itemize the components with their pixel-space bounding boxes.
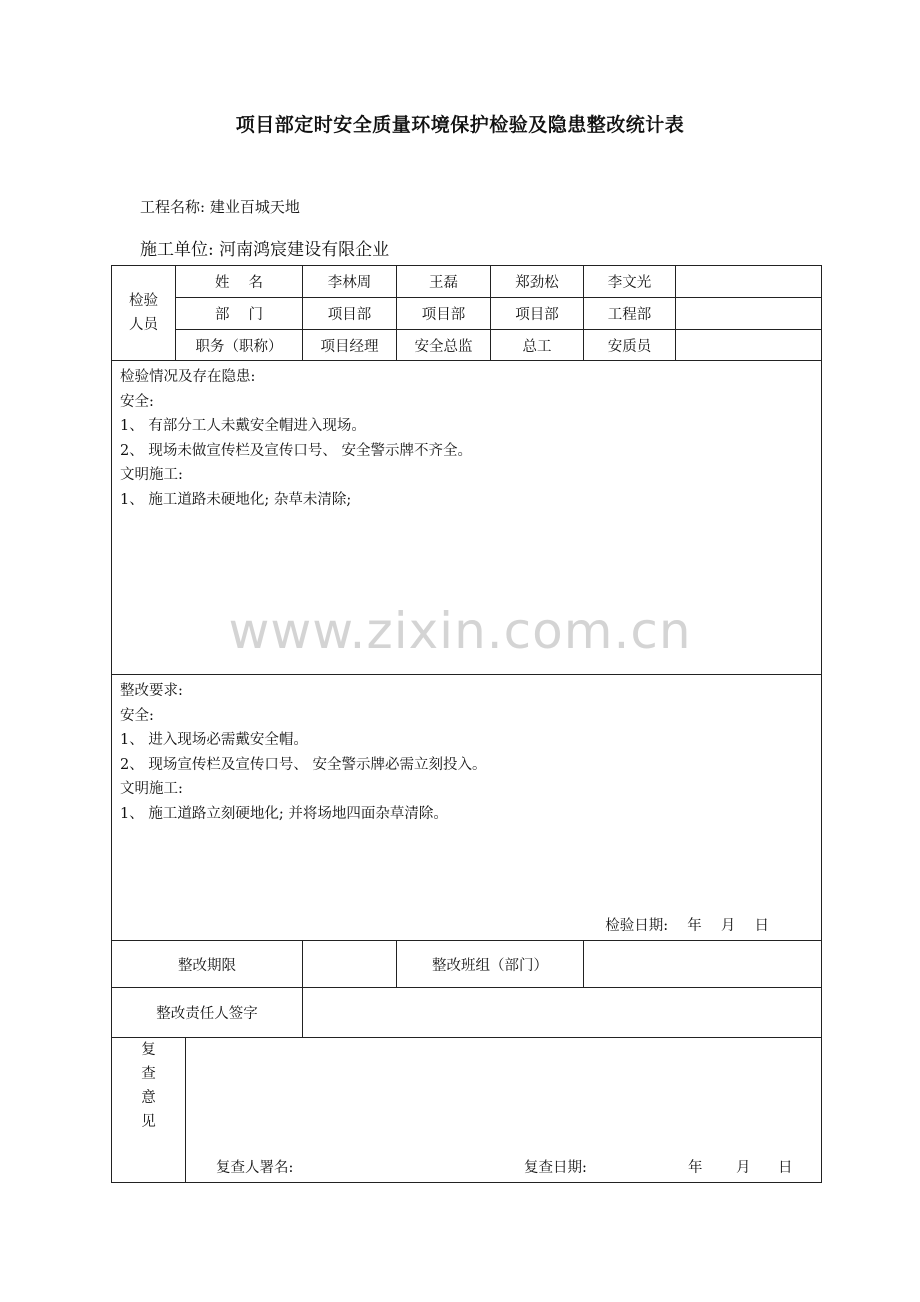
empty-cell — [676, 298, 822, 330]
name-row-label: 姓 名 — [176, 266, 303, 298]
responsible-signature-cell[interactable] — [303, 988, 822, 1038]
inspector-name-cell: 王磊 — [397, 266, 491, 298]
review-date-label: 复查日期: — [524, 1160, 587, 1176]
review-label-char: 复 — [141, 1042, 156, 1058]
responsible-signature-label: 整改责任人签字 — [112, 988, 303, 1038]
review-opinion-cell[interactable] — [186, 1038, 822, 1183]
inspectors-label-line1: 检验 — [129, 293, 158, 309]
requirement-line: 整改要求: — [120, 683, 183, 699]
construction-unit-row — [140, 235, 389, 260]
inspector-department-cell: 项目部 — [491, 298, 584, 330]
inspector-position-cell: 项目经理 — [303, 330, 397, 361]
review-label-char: 见 — [141, 1114, 156, 1130]
empty-cell — [676, 266, 822, 298]
findings-line: 文明施工: — [120, 467, 183, 483]
inspector-name-cell: 李文光 — [584, 266, 676, 298]
construction-unit-label: 施工单位: — [140, 240, 214, 260]
empty-cell — [676, 330, 822, 361]
findings-line: 2、 现场未做宣传栏及宣传口号、 安全警示牌不齐全。 — [120, 442, 472, 459]
team-value-cell[interactable] — [584, 941, 822, 988]
inspector-name-cell: 郑劲松 — [491, 266, 584, 298]
requirement-line: 1、 进入现场必需戴安全帽。 — [120, 732, 308, 748]
requirement-line: 文明施工: — [120, 781, 183, 797]
deadline-label: 整改期限 — [112, 941, 303, 988]
deadline-value-cell[interactable] — [303, 941, 397, 988]
reviewer-signature-label: 复查人署名: — [216, 1160, 294, 1176]
findings-line: 安全: — [120, 393, 154, 410]
review-signature-row — [216, 1156, 793, 1180]
inspector-position-cell: 安全总监 — [397, 330, 491, 361]
findings-line: 1、 施工道路未硬地化; 杂草未清除; — [120, 491, 352, 508]
inspector-department-cell: 项目部 — [397, 298, 491, 330]
inspectors-group-label — [112, 266, 176, 361]
inspector-position-cell: 安质员 — [584, 330, 676, 361]
requirement-line: 1、 施工道路立刻硬地化; 并将场地四面杂草清除。 — [120, 805, 448, 822]
position-row-label: 职务（职称） — [176, 330, 303, 361]
project-name-value: 建业百城天地 — [209, 198, 300, 216]
department-row-label: 部 门 — [176, 298, 303, 330]
review-label-char: 查 — [141, 1066, 156, 1082]
inspector-department-cell: 项目部 — [303, 298, 397, 330]
project-name-row — [140, 196, 300, 217]
review-month-label: 月 — [736, 1160, 751, 1176]
review-label-char: 意 — [141, 1090, 156, 1106]
project-name-label: 工程名称: — [140, 198, 206, 216]
findings-line: 1、 有部分工人未戴安全帽进入现场。 — [120, 418, 366, 434]
review-opinion-label — [112, 1038, 186, 1183]
page-title: 项目部定时安全质量环境保护检验及隐患整改统计表 — [235, 114, 685, 136]
inspection-findings-block — [112, 361, 822, 675]
inspector-position-cell: 总工 — [491, 330, 584, 361]
inspectors-label-line2: 人员 — [129, 317, 158, 333]
review-year-label: 年 — [688, 1160, 703, 1176]
team-label: 整改班组（部门） — [397, 941, 584, 988]
requirement-line: 安全: — [120, 707, 154, 724]
inspection-form-table — [111, 265, 822, 1183]
rectification-requirements-block — [112, 675, 822, 941]
construction-unit-value: 河南鸿宸建设有限企业 — [219, 240, 390, 260]
review-day-label: 日 — [778, 1160, 793, 1176]
requirement-line: 2、 现场宣传栏及宣传口号、 安全警示牌必需立刻投入。 — [120, 756, 487, 773]
inspector-department-cell: 工程部 — [584, 298, 676, 330]
inspector-name-cell: 李林周 — [303, 266, 397, 298]
inspection-date: 检验日期: 年 月 日 — [605, 917, 770, 934]
watermark: www.zixin.com.cn — [228, 602, 692, 660]
findings-line: 检验情况及存在隐患: — [120, 369, 256, 385]
